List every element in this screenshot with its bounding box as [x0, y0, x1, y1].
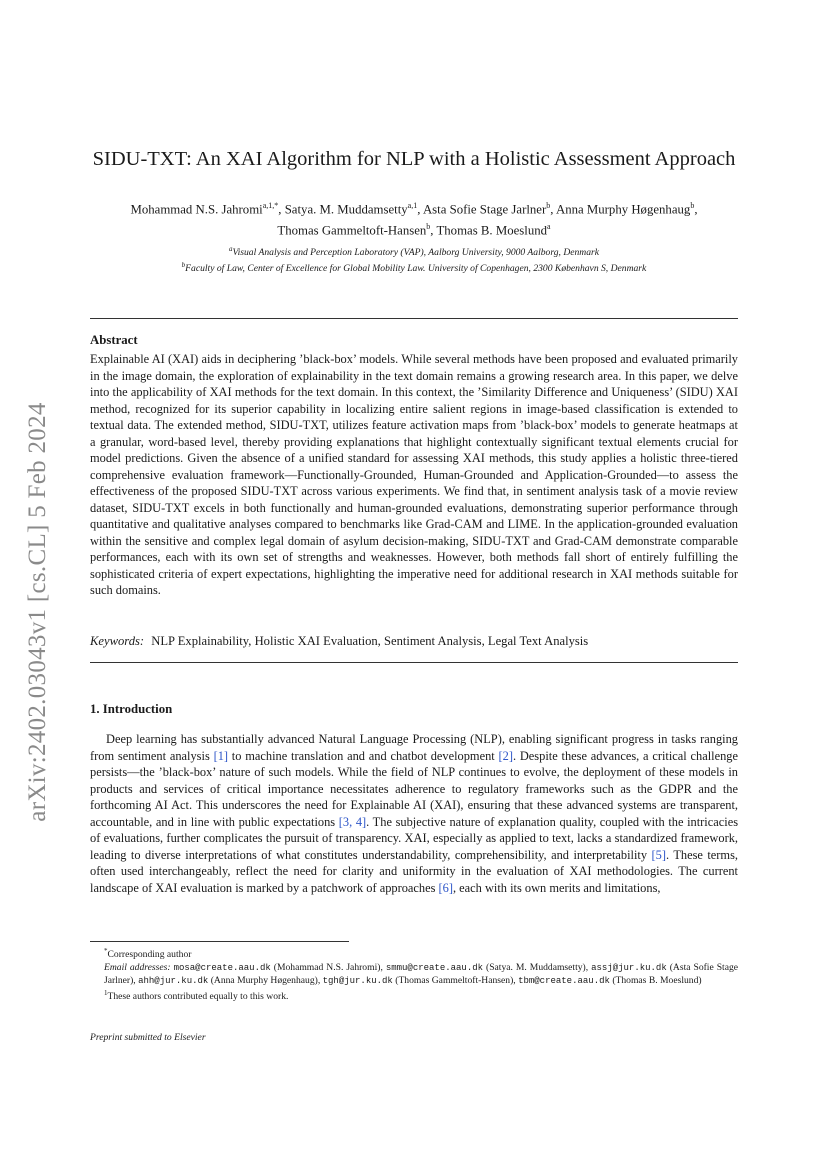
author-name: Thomas Gammeltoft-Hansen [277, 223, 427, 238]
affiliation-mark: b [181, 261, 186, 270]
author-name: Anna Murphy Høgenhaug [555, 202, 691, 217]
keywords-label: Keywords: [90, 634, 145, 648]
citation-link: [3, 4] [338, 814, 367, 829]
citation-link: [5] [651, 847, 666, 862]
footnote-rule [90, 941, 349, 942]
affiliation-line [90, 259, 738, 275]
abstract-body: Explainable AI (XAI) aids in deciphering ’black-box’ models. While several methods have been proposed and evaluated primarily in the image domain, the exploration of explainability in the text domain remains a growing research area. In this paper, we delve into the applicability of XAI methods for the text domain. In this context, the ’Similarity Difference and Uniqueness’ (SIDU) XAI method, recognized for its superior capability in localizing entire salient regions in image-based classification is extended to textual data. The extended method, SIDU-TXT, utilizes feature activation maps from ’black-box’ models to generate heatmaps at a granular, word-based level, thereby providing explanations that highlight contextually significant textual elements crucial for model predictions. Given the absence of a unified standard for assessing XAI methods, this study applies a holistic three-tiered comprehensive evaluation framework—Functionally-Grounded, Human-Grounded and Application-Grounded—to assess the effectiveness of the proposed SIDU-TXT across various experiments. We find that, in sentiment analysis task of a movie review dataset, SIDU-TXT excels in both functionally and human-grounded evaluations, demonstrating superior performance through quantitative and qualitative analyses compared to benchmarks like Grad-CAM and LIME. In the application-grounded evaluation within the sensitive and complex legal domain of asylum decision-making, SIDU-TXT and Grad-CAM demonstrate comparable performances, each with its own set of strengths and weaknesses. However, both methods fall short of entirely fulfilling the sophisticated criteria of expert expectations, highlighting the imperative need for additional research in XAI methods suitable for such domains. [90, 352, 738, 597]
author-affiliation-mark: a [547, 222, 551, 232]
email-address: ahh@jur.ku.dk [138, 975, 209, 986]
author-name: Mohammad N.S. Jahromi [130, 202, 263, 217]
author-line-2: Thomas Gammeltoft-Hansen$^b$, Thomas B. Moeslund$^a$ [277, 222, 551, 238]
citation-link: [1] [213, 748, 229, 763]
footnote-emails: Email addresses: mosa@create.aau.dk (Mohammad N.S. Jahromi), smmu@create.aau.dk (Satya. M. Muddamsetty), assj@jur.ku.dk (Asta Sofie Stage Jarlner), ahh@jur.ku.dk (Anna Murphy Høgenhaug), tgh@jur.ku.dk (Thomas Gammeltoft-Hansen), tbm@create.aau.dk (Thomas B. Moeslund) [104, 961, 739, 986]
affiliation-line [90, 243, 738, 259]
email-owner: (Thomas Gammeltoft-Hansen) [395, 974, 514, 986]
abstract-heading: Abstract [90, 333, 138, 347]
email-address: mosa@create.aau.dk [173, 962, 271, 973]
arxiv-sidebar-stamp [6, 372, 70, 852]
footnote-equal-contribution: $^1$These authors contributed equally to this work. [104, 989, 289, 1003]
affiliation-text: Visual Analysis and Perception Laboratory (VAP), Aalborg University, 9000 Aalborg, Denmark [232, 247, 600, 259]
email-address: tgh@jur.ku.dk [322, 975, 393, 986]
email-owner: (Thomas B. Moeslund) [612, 974, 702, 986]
affiliation-mark: a [228, 245, 233, 253]
email-label: Email addresses: [104, 961, 171, 973]
author-name: Asta Sofie Stage Jarlner [422, 202, 547, 217]
section-heading-introduction: 1. Introduction [90, 702, 173, 716]
author-list [90, 197, 738, 240]
citation-link: [6] [438, 880, 453, 895]
affiliation-text: Faculty of Law, Center of Excellence for Global Mobility Law. University of Copenhagen, 2300 København S, Denmark [185, 263, 647, 275]
email-address: tbm@create.aau.dk [518, 975, 610, 986]
author-name: Thomas B. Moeslund [436, 223, 548, 238]
abstract-bottom-rule [90, 662, 738, 663]
footnote-corresponding: *Corresponding author [104, 947, 192, 961]
preprint-notice: Preprint submitted to Elsevier [90, 1032, 206, 1043]
keywords [90, 634, 738, 649]
author-affiliation-mark: b [426, 222, 431, 232]
author-line-1: Mohammad N.S. Jahromi$^{a,1,*}$, Satya. M. Muddamsetty$^{a,1}$, Asta Sofie Stage Jarlner$^b$, Anna Murphy Høgenhaug$^b$, [130, 201, 698, 217]
affiliations [90, 243, 738, 275]
email-address: assj@jur.ku.dk [591, 962, 667, 973]
author-affiliation-mark: b [546, 201, 551, 210]
arxiv-identifier: arXiv:2402.03043v1 [cs.CL] 5 Feb 2024 [24, 402, 51, 822]
keywords-text: NLP Explainability, Holistic XAI Evaluation, Sentiment Analysis, Legal Text Analysis [151, 634, 589, 648]
email-owner: (Mohammad N.S. Jahromi) [273, 961, 381, 973]
citation-link: [2] [498, 748, 513, 763]
email-owner: (Satya. M. Muddamsetty) [486, 961, 586, 973]
paper-title: SIDU-TXT: An XAI Algorithm for NLP with a Holistic Assessment Approach [92, 148, 736, 170]
author-affiliation-mark: b [690, 201, 695, 210]
abstract-top-rule [90, 318, 738, 319]
author-name: Satya. M. Muddamsetty [284, 202, 408, 217]
email-address: smmu@create.aau.dk [385, 962, 484, 973]
email-owner: (Asta Sofie Stage Jarlner) [104, 961, 739, 986]
author-affiliation-mark: a,1,* [262, 201, 279, 210]
author-affiliation-mark: a,1 [407, 201, 418, 210]
email-owner: (Anna Murphy Høgenhaug) [210, 974, 318, 986]
introduction-paragraph: Deep learning has substantially advanced Natural Language Processing (NLP), enabling significant progress in tasks ranging from sentiment analysis [1] to machine translation and and chatbot development [2]. Despite these advances, a critical challenge persists—the ’black-box’ nature of such models. While the field of NLP continues to evolve, the deployment of these models in products and services of critical importance necessitates adherence to regulatory frameworks such as the GDPR and the forthcoming AI Act. This underscores the need for Explainable AI (XAI), ensuring that these advanced systems are transparent, accountable, and in line with public expectations [3, 4]. The subjective nature of explanation quality, coupled with the intricacies of evaluations, further complicates the pursuit of transparency. XAI, especially as applied to text, lacks a standardized framework, leading to diverse interpretations of what constitutes understandability, comprehensibility, and interpretability [5]. These terms, often used interchangeably, reflect the need for clarity and uniformity in the evaluation of XAI methodologies. The current landscape of XAI evaluation is marked by a patchwork of approaches [6], each with its own merits and limitations, [90, 732, 739, 895]
footnotes [90, 945, 738, 1004]
